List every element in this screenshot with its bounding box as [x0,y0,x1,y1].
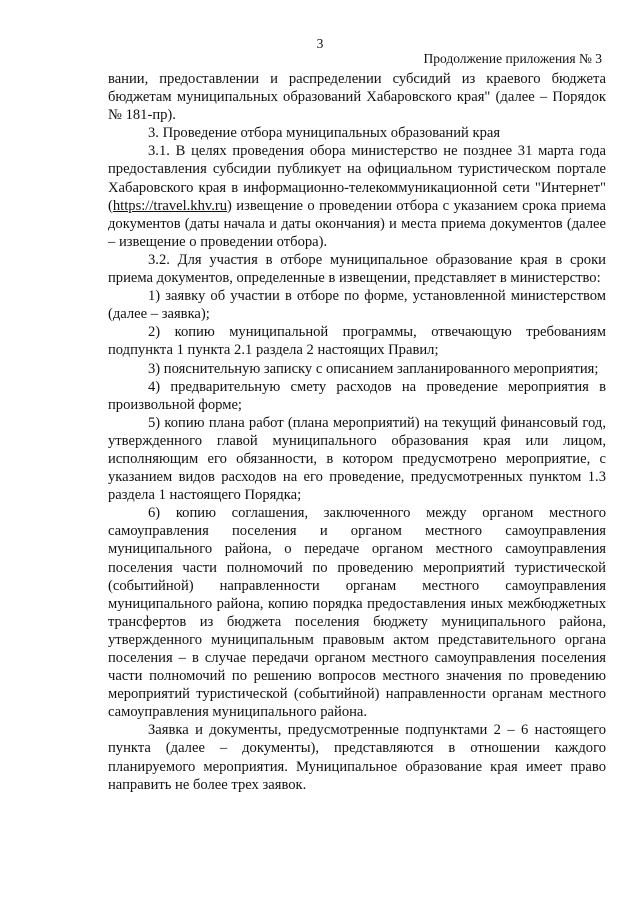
section-heading: 3. Проведение отбора муниципальных образований края [148,125,501,142]
paragraph-continuation: вании, предоставлении и распределении субсидий из краевого бюджета бюджетам муниципальных образований Хабаровского края" (далее – Порядок № 181-пр). [108,71,606,124]
paragraph-3-2: 3.2. Для участия в отборе муниципальное образование края в сроки приема документов, определенные в извещении, представляет в министерство: [108,251,606,287]
list-item-3: 3) пояснительную записку с описанием запланированного мероприятия; [148,360,599,377]
paragraph-3-1 [108,142,606,251]
running-head: Продолжение приложения № 3 [423,51,602,66]
list-item-5: 5) копию плана работ (плана мероприятий) на текущий финансовый год, утвержденного главой муниципального образования края или лицом, исполняющим его обязанности, в котором предусмотрено мероприятие, с указанием видов расходов на его проведение, предусмотренных пунктом 1.3 раздела 1 настоящего Порядка; [108,414,606,504]
paragraph-closing: Заявка и документы, предусмотренные подпунктами 2 – 6 настоящего пункта (далее – документы), представляются в отношении каждого планируемого мероприятия. Муниципальное образование края имеет право направить не более трех заявок. [108,722,606,793]
list-item-1: 1) заявку об участии в отборе по форме, установленной министерством (далее – заявка); [108,288,606,323]
travel-portal-link[interactable]: https://travel.khv.ru [112,197,228,214]
list-item-6: 6) копию соглашения, заключенного между органом местного самоуправления поселения и органом местного самоуправления муниципального района, о передаче органом местного самоуправления поселения части полномочий по проведению мероприятий туристической (событийной) направленности органам местного самоуправления муниципального района, копию порядка предоставления иных межбюджетных трансфертов из бюджета поселения бюджету муниципального района, утвержденного муниципальным правовым актом представительного органа поселения – в случае передачи органом местного самоуправления поселения части полномочий по решению вопросов местного значения по проведению мероприятий туристической (событийной) направленности органам местного самоуправления муниципального района. [108,505,606,721]
list-item-2: 2) копию муниципальной программы, отвечающую требованиям подпункта 1 пункта 2.1 раздела 2 настоящих Правил; [108,324,606,359]
document-body [108,70,606,794]
paragraph-3-1-tail: ) извещение о проведении отбора с указанием срока приема документов (даты начала и даты окончания) и места приема документов (далее – извещение о проведении отбора). [108,197,606,250]
list-item-4: 4) предварительную смету расходов на проведение мероприятия в произвольной форме; [108,378,606,413]
paragraph-3-1-text: 3.1. В целях проведения обора министерство не позднее 31 марта года предоставления субсидии публикует на официальном туристическом портале Хабаровского края в информационно-телекоммуникационной сети "Интернет" ( [108,143,606,214]
page-number: 3 [316,36,324,51]
